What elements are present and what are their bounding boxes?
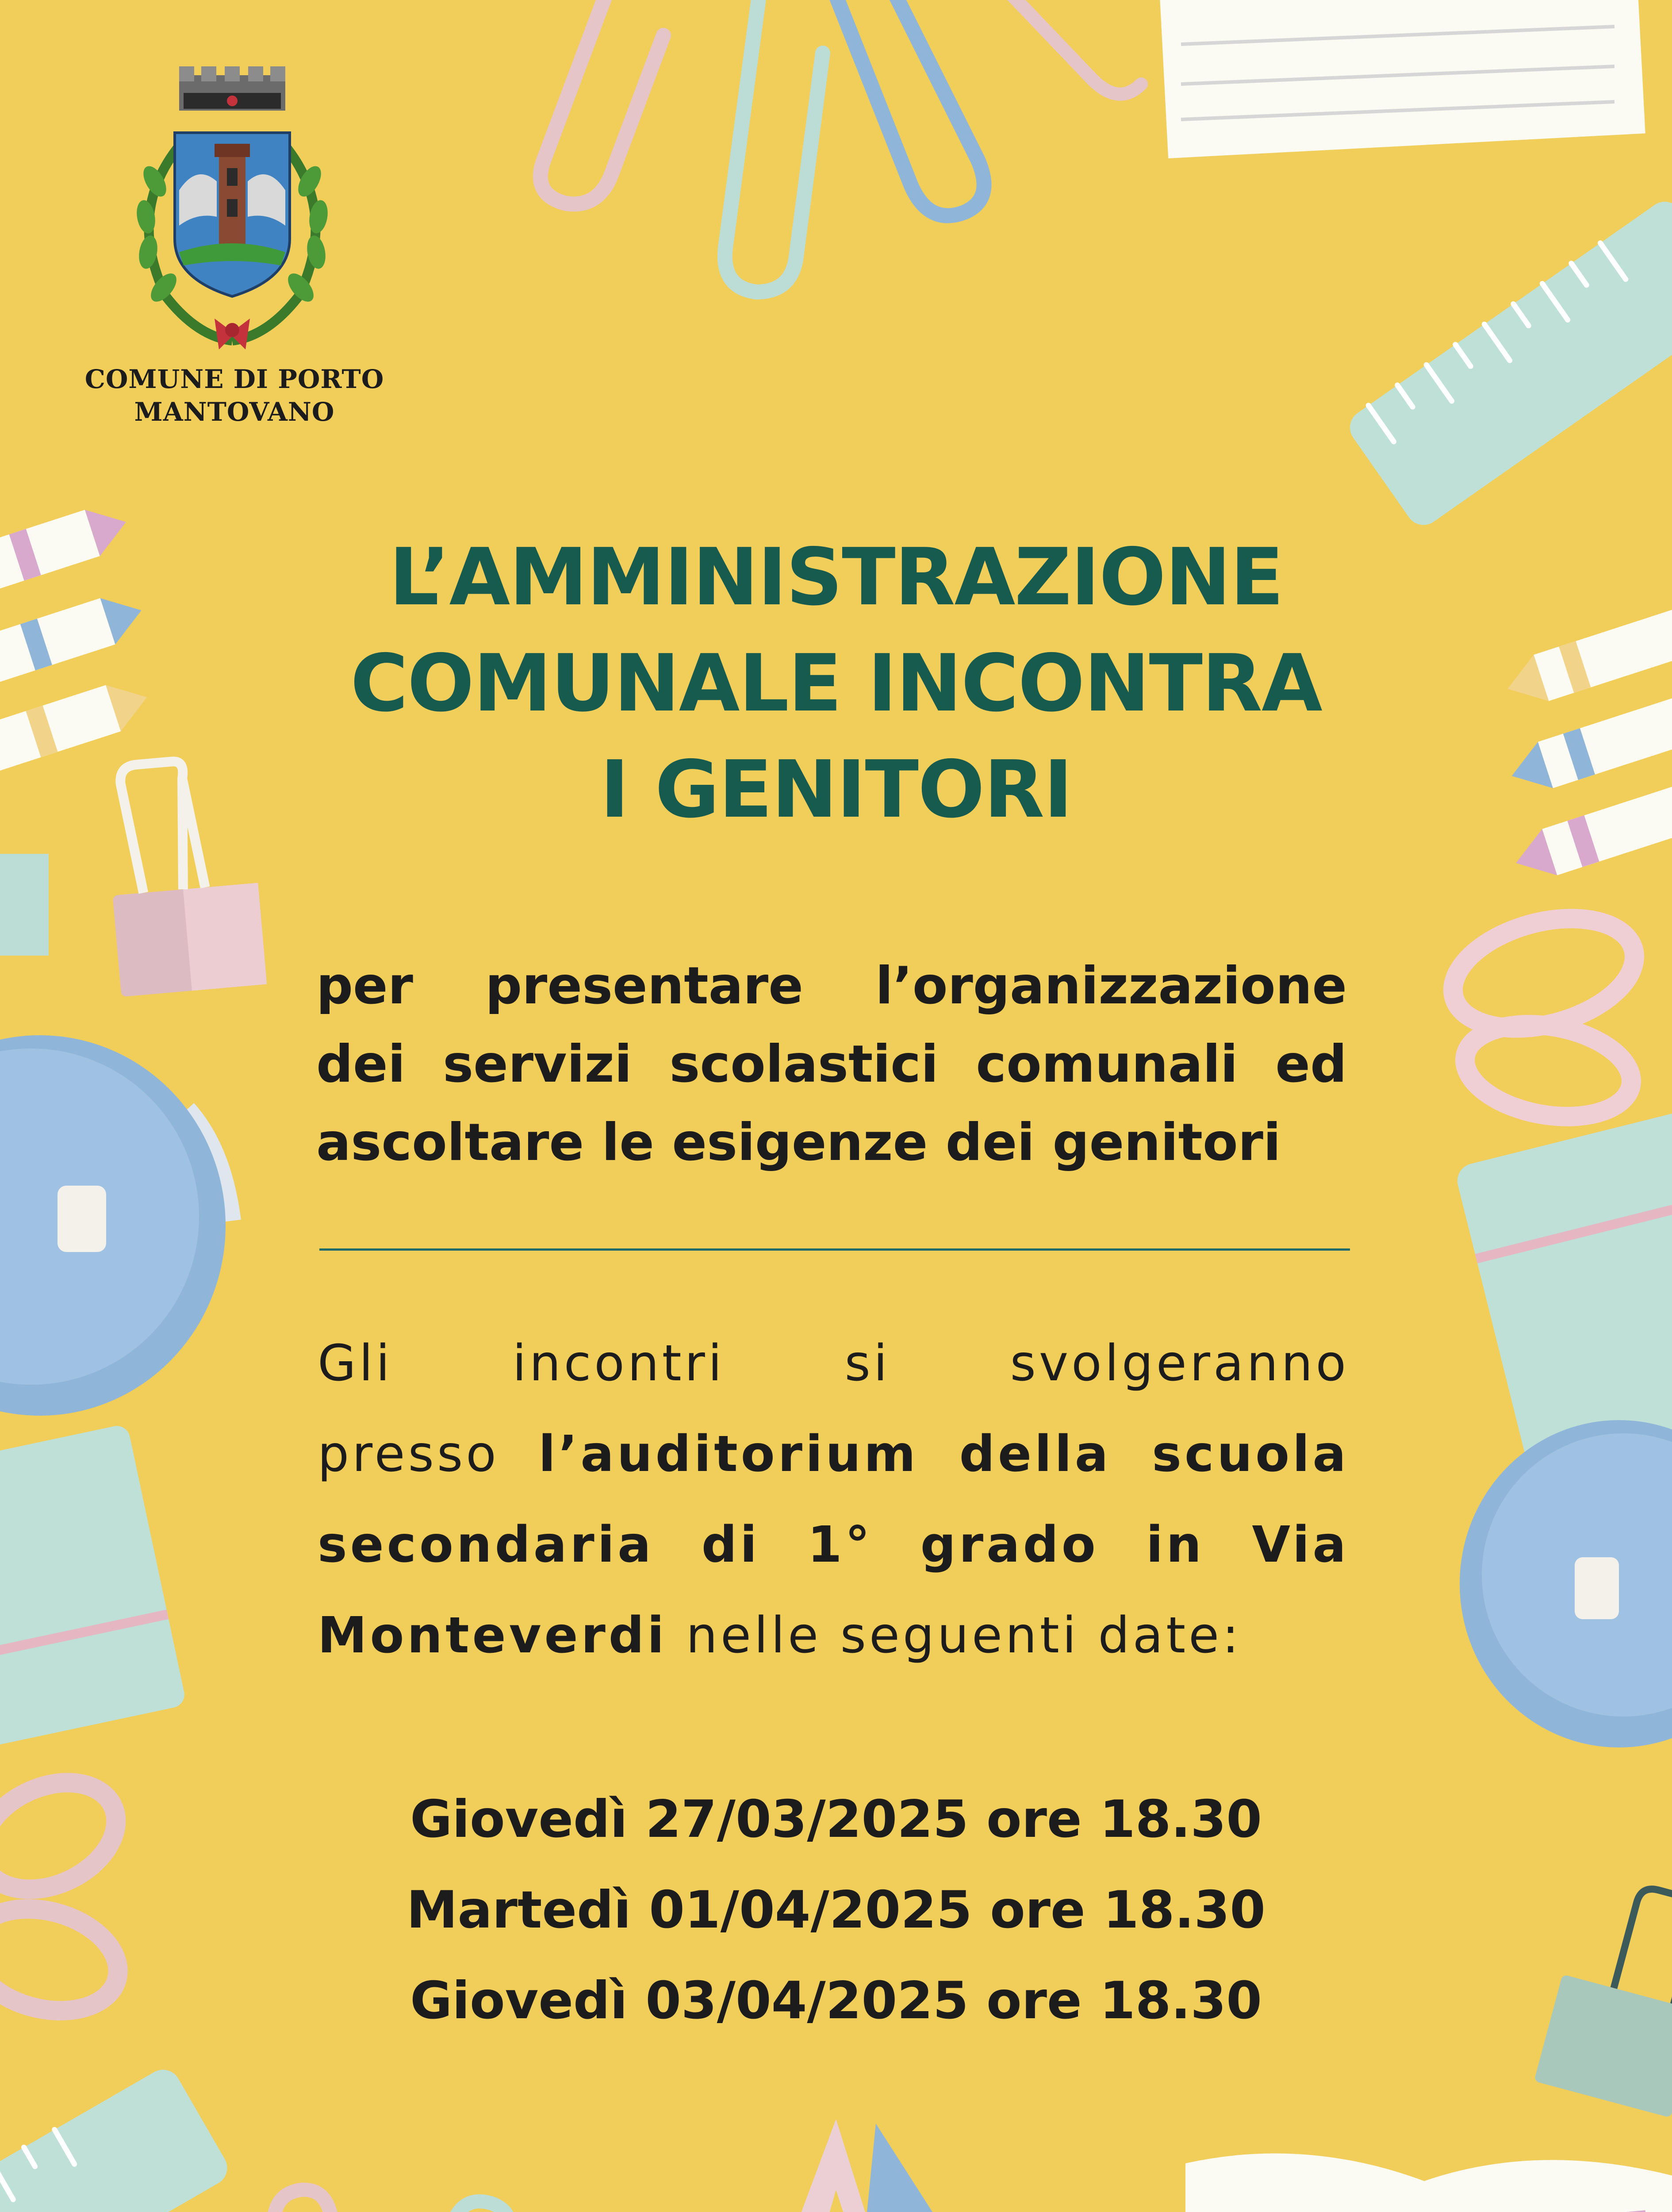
title-line: I GENITORI <box>600 744 1072 835</box>
venue-location: l’auditorium della scuola <box>538 1425 1349 1483</box>
intro-paragraph <box>316 947 1347 1182</box>
paper-sheet-icon <box>1159 0 1645 158</box>
coat-of-arms-icon <box>113 66 352 349</box>
open-book-icon <box>1185 2154 1672 2212</box>
municipality-line: COMUNE DI PORTO <box>84 364 384 394</box>
meeting-date: Giovedì 03/04/2025 ore 18.30 <box>410 1971 1262 2031</box>
notebook-icon <box>0 1424 187 1749</box>
intro-line: per presentare l’organizzazione <box>316 956 1347 1016</box>
venue-line: Gli incontri si svolgeranno <box>318 1335 1349 1392</box>
municipality-line: MANTOVANO <box>134 397 335 427</box>
divider <box>319 1248 1350 1251</box>
municipality-name <box>53 363 416 428</box>
paperclip-icon <box>541 0 1141 292</box>
venue-paragraph <box>318 1318 1349 1681</box>
binder-clip-icon <box>101 755 267 997</box>
ruler-icon <box>1343 195 1672 532</box>
ruler-icon <box>0 2063 234 2212</box>
crayon-icon <box>0 499 154 787</box>
backpack-icon <box>1460 1420 1672 1747</box>
venue-location: Monteverdi <box>318 1607 667 1664</box>
title-line: L’AMMINISTRAZIONE <box>389 531 1283 623</box>
venue-text: nelle seguenti date: <box>686 1607 1242 1664</box>
scissors-icon <box>1441 900 1646 1129</box>
venue-line <box>318 1590 1349 1681</box>
meeting-date: Martedì 01/04/2025 ore 18.30 <box>406 1880 1266 1940</box>
venue-location: secondaria di 1° grado in Via <box>318 1516 1349 1574</box>
crayon-icon <box>1500 600 1672 886</box>
meeting-date: Giovedì 27/03/2025 ore 18.30 <box>410 1790 1262 1849</box>
small-note-shape <box>0 854 49 956</box>
main-title <box>248 524 1424 843</box>
binder-clip-icon <box>1534 1872 1672 2118</box>
venue-text: presso <box>318 1425 499 1483</box>
notebook-icon <box>1453 1104 1672 1477</box>
venue-line <box>318 1409 1349 1500</box>
scissors-icon <box>0 1762 133 2027</box>
intro-line: ascoltare le esigenze dei genitori <box>316 1113 1281 1172</box>
paperclip-icon <box>274 2190 511 2212</box>
backpack-icon <box>0 1035 230 1416</box>
venue-line <box>318 1500 1349 1590</box>
set-square-icon <box>752 2119 1017 2212</box>
intro-line: dei servizi scolastici comunali ed <box>316 1034 1347 1094</box>
meeting-dates <box>310 1774 1362 2046</box>
title-line: COMUNALE INCONTRA <box>350 637 1322 729</box>
